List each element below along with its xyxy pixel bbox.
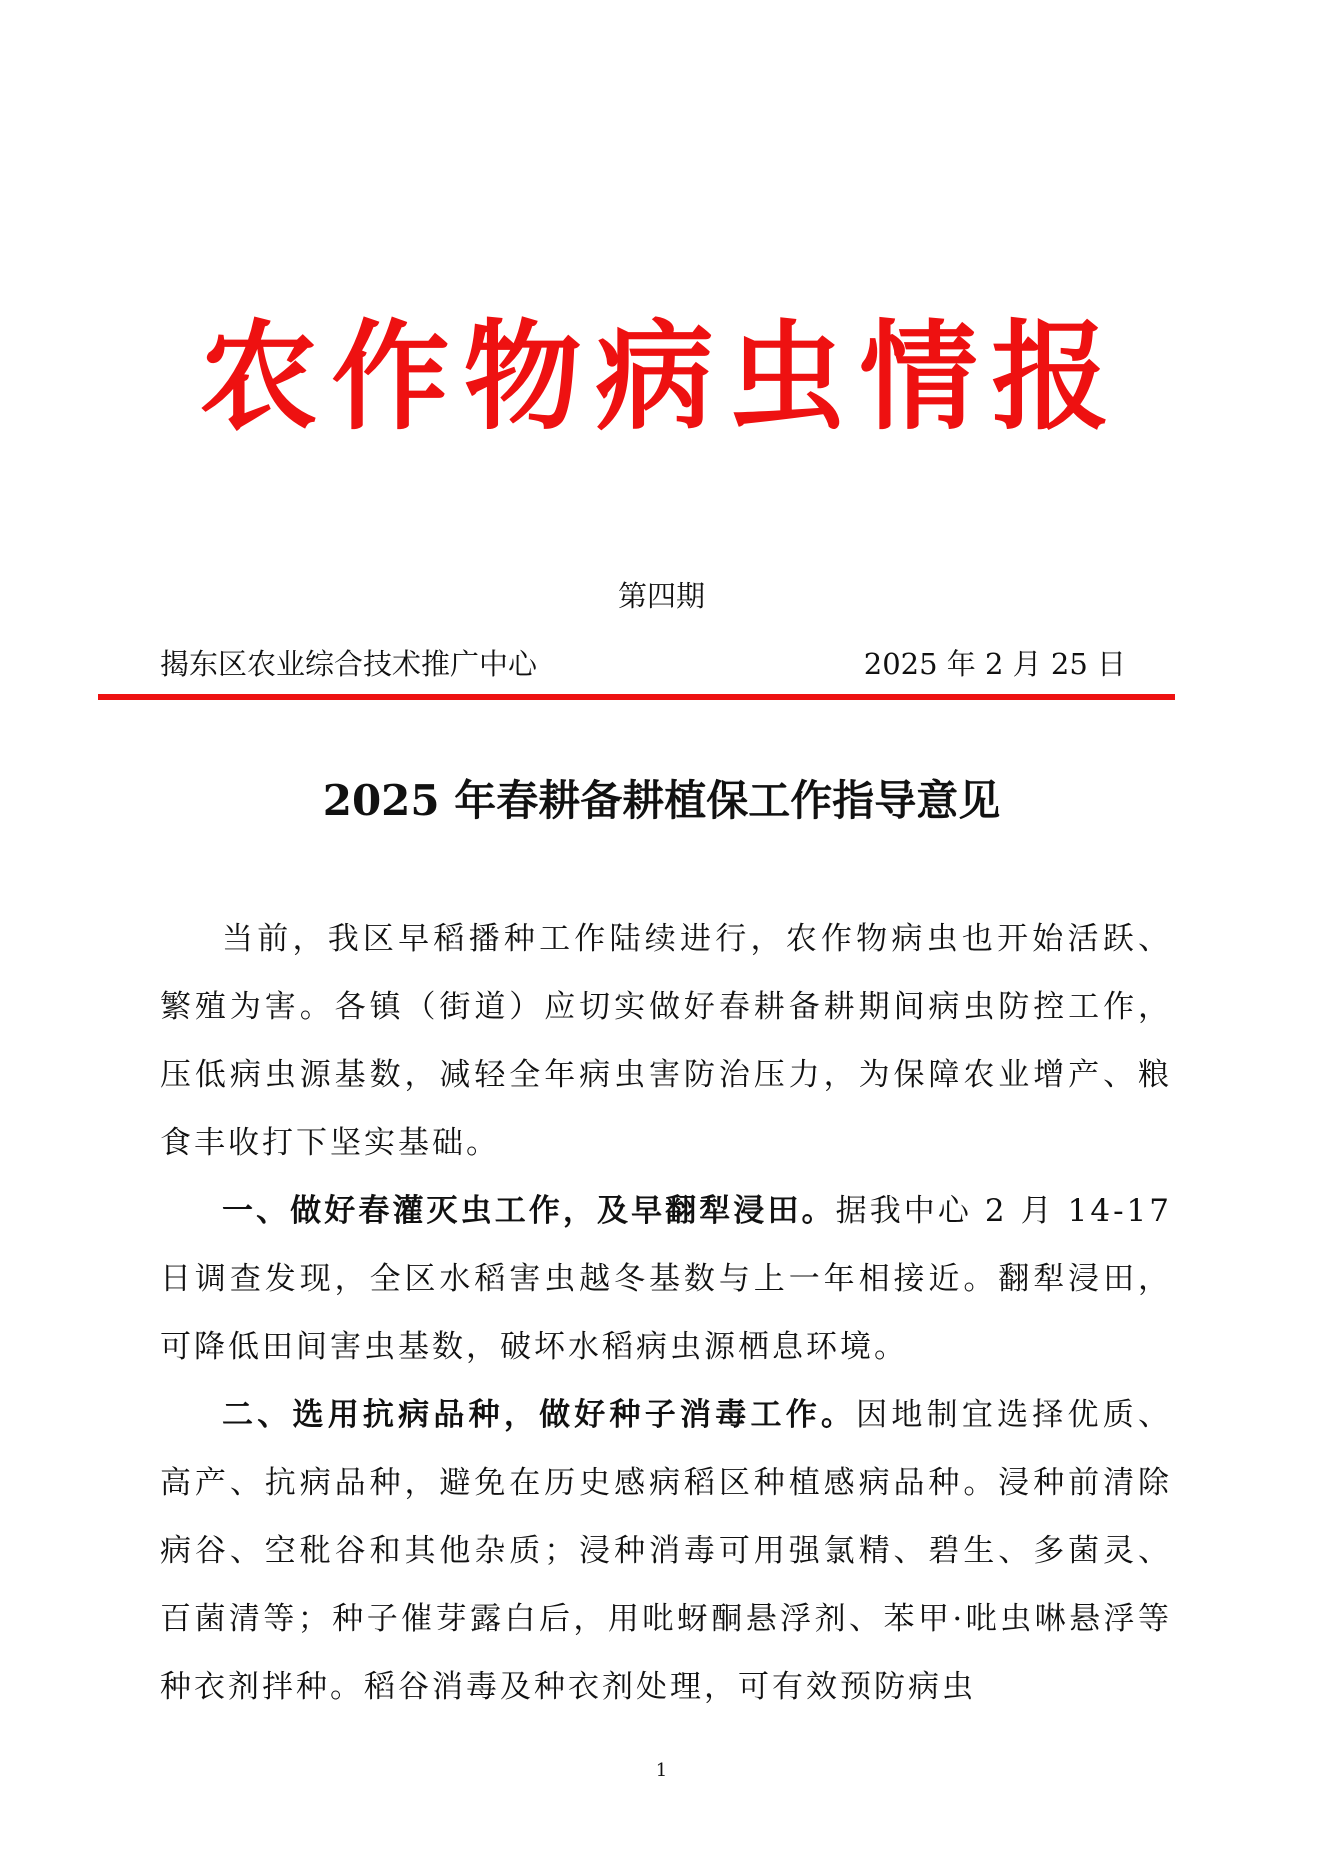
masthead-title: 农作物病虫情报 xyxy=(199,307,1124,446)
issue-number: 第四期 xyxy=(617,579,705,613)
document-body xyxy=(160,905,1172,1721)
body-paragraph xyxy=(160,1177,1172,1381)
document-title: 2025 年春耕备耕植保工作指导意见 xyxy=(322,776,1001,825)
body-paragraph xyxy=(160,905,1172,1177)
body-paragraph xyxy=(160,1381,1172,1721)
paragraph-lead: 二、选用抗病品种，做好种子消毒工作。 xyxy=(222,1397,857,1433)
issuing-organization: 揭东区农业综合技术推广中心 xyxy=(160,647,538,681)
header-divider xyxy=(98,694,1175,700)
paragraph-lead: 一、做好春灌灭虫工作，及早翻犁浸田。 xyxy=(222,1193,836,1229)
paragraph-text: 当前，我区早稻播种工作陆续进行，农作物病虫也开始活跃、繁殖为害。各镇（街道）应切实做好春耕备耕期间病虫防控工作，压低病虫源基数，减轻全年病虫害防治压力，为保障农业增产、粮食丰收打下坚实基础。 xyxy=(160,921,1172,1161)
issue-date: 2025 年 2 月 25 日 xyxy=(863,647,1126,681)
page-number: 1 xyxy=(655,1760,668,1781)
paragraph-text: 因地制宜选择优质、高产、抗病品种，避免在历史感病稻区种植感病品种。浸种前清除病谷、空秕谷和其他杂质；浸种消毒可用强氯精、碧生、多菌灵、百菌清等；种子催芽露白后，用吡蚜酮悬浮剂、苯甲·吡虫啉悬浮等种衣剂拌种。稻谷消毒及种衣剂处理，可有效预防病虫 xyxy=(160,1397,1173,1705)
paragraph-text: 据我中心 2 月 14-17 日调查发现，全区水稻害虫越冬基数与上一年相接近。翻犁浸田，可降低田间害虫基数，破坏水稻病虫源栖息环境。 xyxy=(160,1193,1172,1365)
